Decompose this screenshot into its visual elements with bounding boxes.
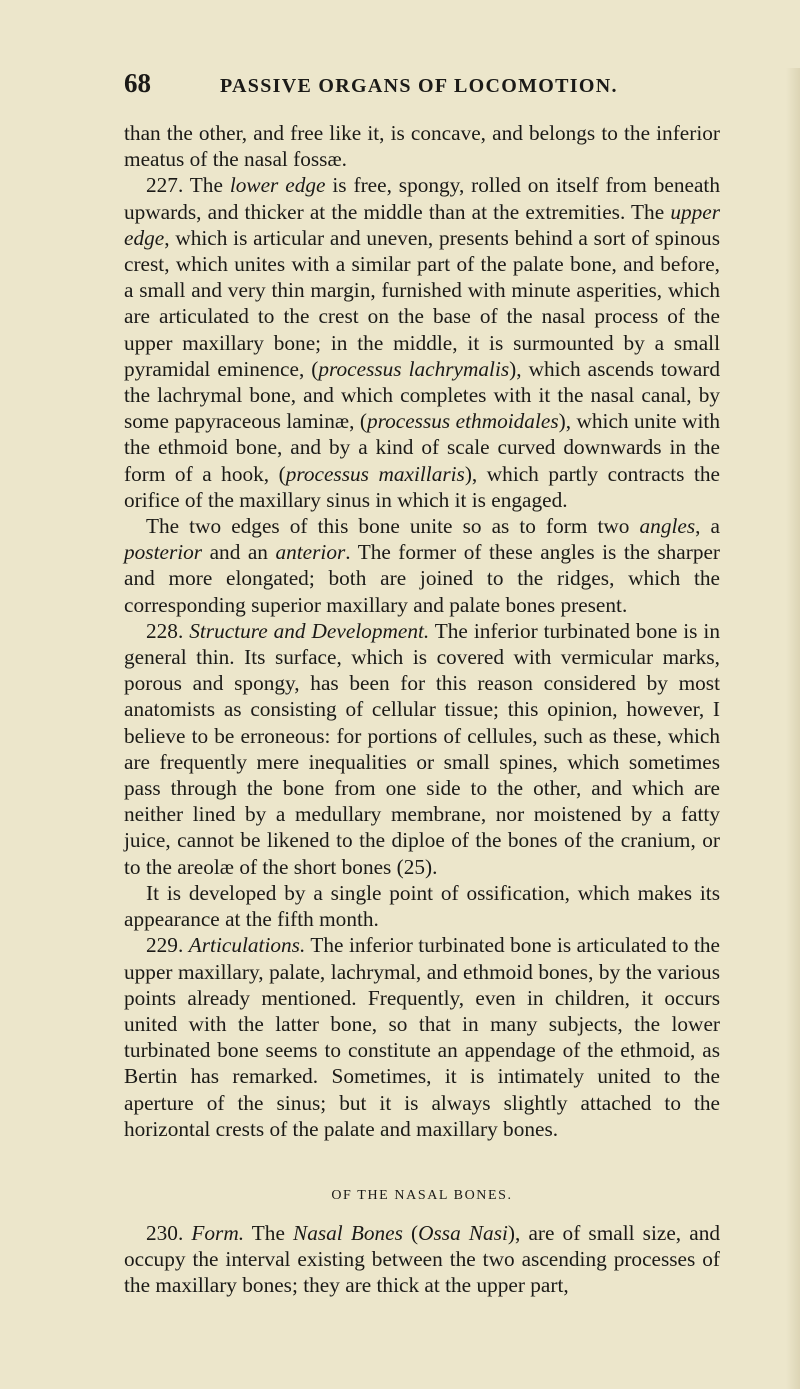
- running-head: PASSIVE ORGANS OF LOCOMOTION.: [220, 75, 618, 97]
- text-run: The two edges of this bone unite so as to form two: [146, 514, 640, 539]
- text-run: , which is articular and uneven, presents behind a sort of spinous crest, which unites with a similar part of the palate bone, and before, a small and very thin margin, furnished with minute asperities, which are articulated to the crest on the base of the nasal process of the upper maxillary bone; in the middle, it is surmounted by a small pyramidal eminence, (: [124, 225, 720, 381]
- italic-term: processus ethmoidales: [366, 409, 559, 434]
- italic-term: lower edge: [229, 173, 326, 198]
- text-run: ), which ascends toward the lachrymal bone, and which completes with it the nasal canal, by some papyraceous laminæ, (: [124, 356, 721, 434]
- text-run: 227. The: [146, 173, 230, 198]
- section-heading: OF THE NASAL BONES.: [331, 1187, 513, 1203]
- italic-term: Ossa Nasi: [418, 1220, 508, 1245]
- paragraph-angles: [124, 513, 720, 618]
- text-run: ), which unite with the ethmoid bone, and by a kind of scale curved downwards in the form of a hook, (: [124, 409, 720, 486]
- text-run: (: [402, 1220, 419, 1245]
- italic-term: Nasal Bones: [293, 1220, 403, 1245]
- paragraph-230: [124, 1220, 720, 1299]
- text-run: 229.: [146, 933, 189, 958]
- paragraph-228: [124, 618, 720, 880]
- text-run: The inferior turbinated bone is articulated to the upper maxillary, palate, lachrymal, and ethmoid bones, by the various points already mentioned. Frequently, even in children, it occurs united with the latter bone, so that in many subjects, the lower turbinated bone seems to constitute an appendage of the ethmoid, as Bertin has remarked. Sometimes, it is intimately united to the aperture of the sinus; but it is always slightly attached to the horizontal crests of the palate and maxillary bones.: [124, 933, 721, 1141]
- text-run: , a: [695, 514, 720, 539]
- paragraph-229: [124, 932, 720, 1142]
- italic-term: processus lachrymalis: [318, 356, 510, 381]
- italic-term: processus maxillaris: [285, 461, 465, 486]
- page-edge-shadow: [786, 68, 800, 1389]
- italic-term: angles: [639, 514, 696, 539]
- paragraph-227: [124, 172, 720, 513]
- text-run: The inferior turbinated bone is in general thin. Its surface, which is covered with vermicular marks, porous and spongy, has been for this reason considered by most anatomists as consisting of cellular tissue; this opinion, however, I believe to be erroneous: for portions of cellules, such as these, which are frequently mere inequalities or small spines, which sometimes pass through the bone from one side to the other, and which are neither lined by a medullary membrane, nor moistened by a fatty juice, cannot be likened to the diploe of the bones of the cranium, or to the areolæ of the short bones (25).: [124, 618, 720, 879]
- italic-term: posterior: [124, 540, 203, 565]
- italic-heading: Form.: [191, 1220, 245, 1245]
- page-header: [124, 68, 720, 98]
- italic-term: upper edge: [124, 199, 720, 250]
- italic-term: anterior: [275, 540, 346, 565]
- text-run: ), are of small size, and occupy the interval existing between the two ascending processes of the maxillary bones; they are thick at the upper part,: [124, 1220, 720, 1298]
- text-run: . The former of these angles is the sharper and more elongated; both are joined to the ridges, which the corresponding superior maxillary and palate bones present.: [124, 540, 721, 617]
- text-run: 230.: [146, 1220, 192, 1245]
- text-run: is free, spongy, rolled on itself from beneath upwards, and thicker at the middle than at the extremities. The: [124, 173, 720, 224]
- italic-heading: Structure and Development.: [189, 618, 430, 643]
- text-run: 228.: [146, 618, 190, 643]
- book-page: [0, 68, 800, 1389]
- paragraph-continuation: than the other, and free like it, is concave, and belongs to the inferior meatus of the nasal fossæ.: [124, 121, 720, 172]
- text-run: ), which partly contracts the orifice of the maxillary sinus in which it is engaged.: [124, 461, 720, 512]
- body-text: [124, 120, 720, 1299]
- text-run: The: [244, 1220, 294, 1245]
- page-number: 68: [124, 68, 151, 98]
- italic-heading: Articulations.: [188, 933, 306, 958]
- text-run: and an: [202, 540, 276, 565]
- paragraph-development: It is developed by a single point of ossification, which makes its appearance at the fifth month.: [124, 880, 720, 932]
